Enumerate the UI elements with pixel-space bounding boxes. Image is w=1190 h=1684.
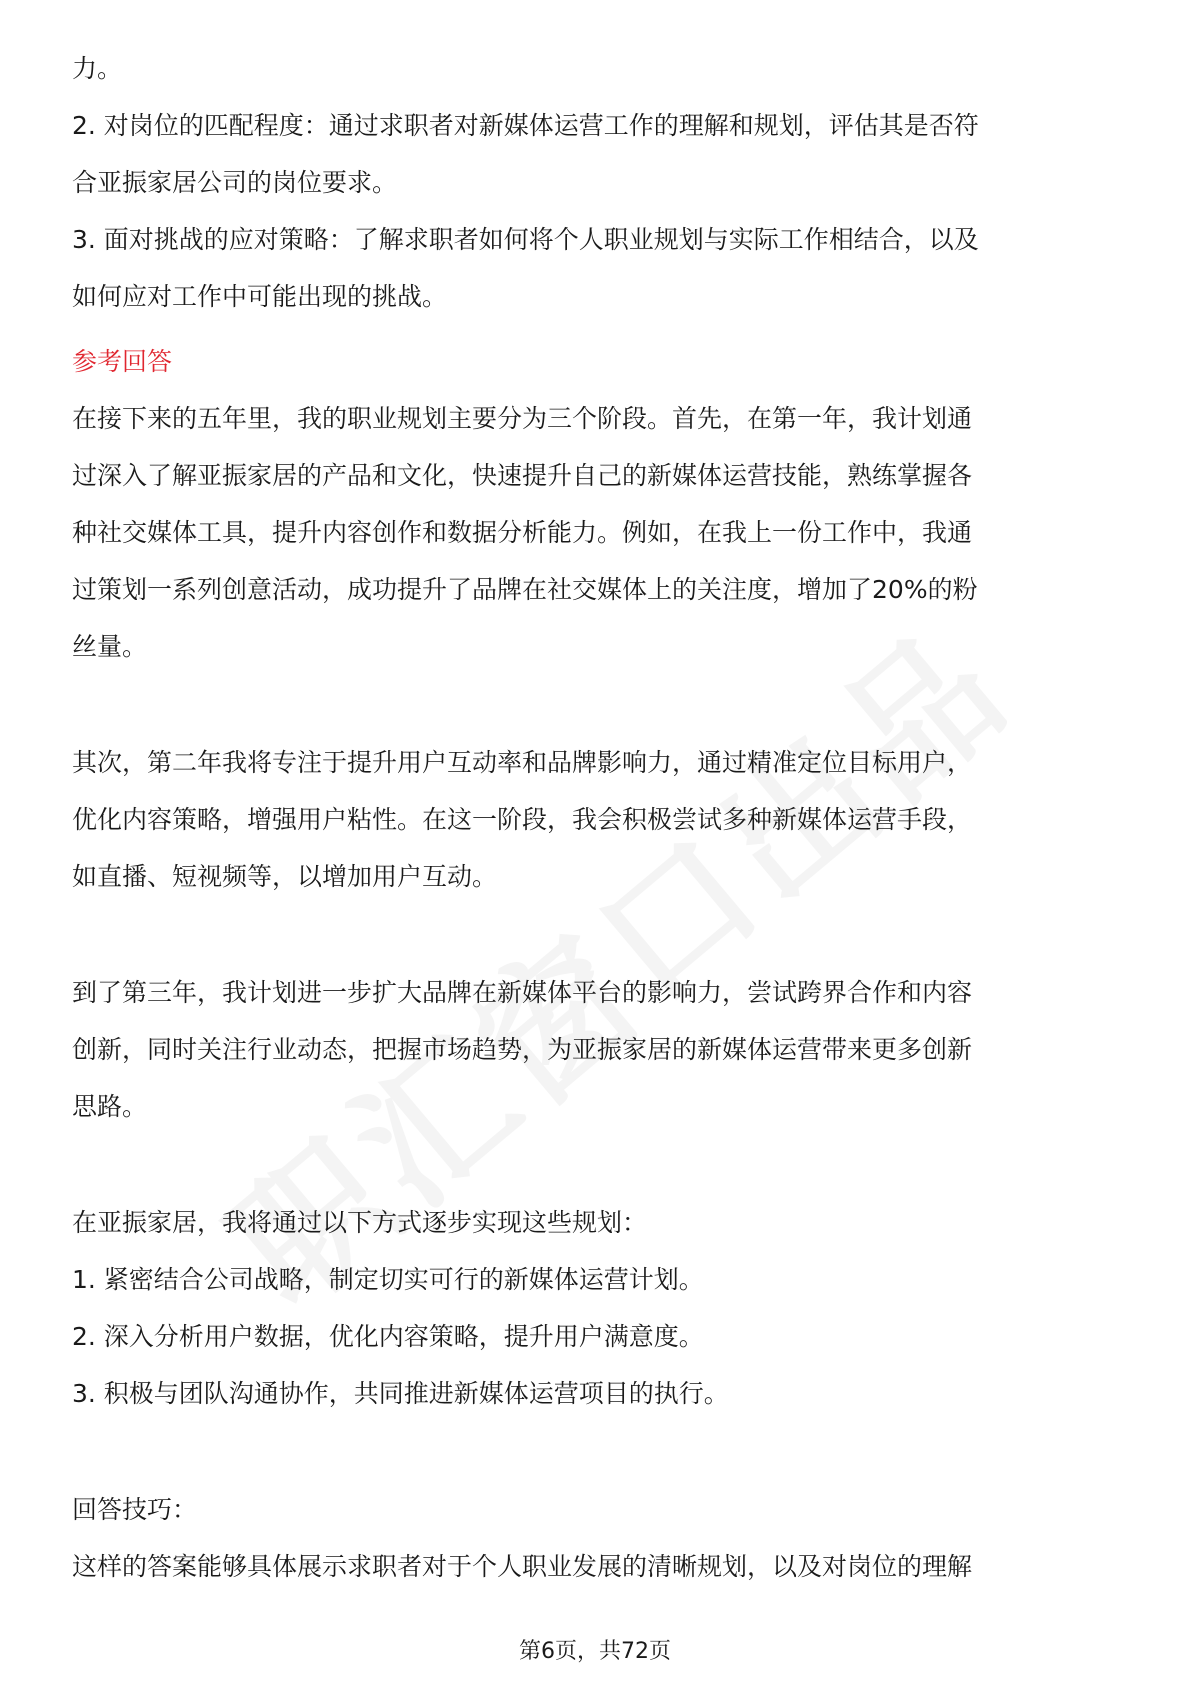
list-item: 1. 紧密结合公司战略，制定切实可行的新媒体运营计划。 bbox=[72, 1265, 704, 1294]
text-line: 2. 对岗位的匹配程度：通过求职者对新媒体运营工作的理解和规划，评估其是否符 bbox=[72, 111, 979, 140]
text-line: 丝量。 bbox=[72, 632, 148, 661]
paragraph-year-two bbox=[72, 734, 1122, 905]
text-line: 到了第三年，我计划进一步扩大品牌在新媒体平台的影响力，尝试跨界合作和内容 bbox=[72, 978, 973, 1007]
list-item: 2. 深入分析用户数据，优化内容策略，提升用户满意度。 bbox=[72, 1322, 704, 1351]
text-line: 思路。 bbox=[72, 1092, 148, 1121]
paragraph-gap bbox=[72, 1422, 1122, 1481]
paragraph-year-one bbox=[72, 390, 1122, 675]
text-line: 这样的答案能够具体展示求职者对于个人职业发展的清晰规划，以及对岗位的理解 bbox=[72, 1552, 973, 1581]
text-line: 如直播、短视频等，以增加用户互动。 bbox=[72, 862, 498, 891]
paragraph-gap bbox=[72, 675, 1122, 734]
text-line: 3. 面对挑战的应对策略：了解求职者如何将个人职业规划与实际工作相结合，以及 bbox=[72, 225, 979, 254]
page-footer: 第6页，共72页 bbox=[519, 1639, 671, 1664]
paragraph-gap bbox=[72, 1135, 1122, 1194]
text-line: 如何应对工作中可能出现的挑战。 bbox=[72, 282, 448, 311]
reference-answer-heading: 参考回答 bbox=[72, 347, 173, 376]
text-line: 过策划一系列创意活动，成功提升了品牌在社交媒体上的关注度，增加了20%的粉 bbox=[72, 575, 978, 604]
text-line: 创新，同时关注行业动态，把握市场趋势，为亚振家居的新媒体运营带来更多创新 bbox=[72, 1035, 973, 1064]
paragraph-gap bbox=[72, 905, 1122, 964]
paragraph-implementation bbox=[72, 1194, 1122, 1422]
tips-block bbox=[72, 1481, 1122, 1595]
text-line: 力。 bbox=[72, 54, 123, 83]
list-item: 3. 积极与团队沟通协作，共同推进新媒体运营项目的执行。 bbox=[72, 1379, 729, 1408]
tips-heading: 回答技巧： bbox=[72, 1495, 198, 1524]
text-line: 在接下来的五年里，我的职业规划主要分为三个阶段。首先，在第一年，我计划通 bbox=[72, 404, 973, 433]
text-line: 过深入了解亚振家居的产品和文化，快速提升自己的新媒体运营技能，熟练掌握各 bbox=[72, 461, 973, 490]
intro-block bbox=[72, 40, 1122, 325]
document-page bbox=[72, 40, 1122, 1595]
paragraph-year-three bbox=[72, 964, 1122, 1135]
text-line: 在亚振家居，我将通过以下方式逐步实现这些规划： bbox=[72, 1208, 648, 1237]
text-line: 种社交媒体工具，提升内容创作和数据分析能力。例如，在我上一份工作中，我通 bbox=[72, 518, 973, 547]
text-line: 合亚振家居公司的岗位要求。 bbox=[72, 168, 398, 197]
text-line: 其次，第二年我将专注于提升用户互动率和品牌影响力，通过精准定位目标用户， bbox=[72, 748, 973, 777]
text-line: 优化内容策略，增强用户粘性。在这一阶段，我会积极尝试多种新媒体运营手段， bbox=[72, 805, 973, 834]
